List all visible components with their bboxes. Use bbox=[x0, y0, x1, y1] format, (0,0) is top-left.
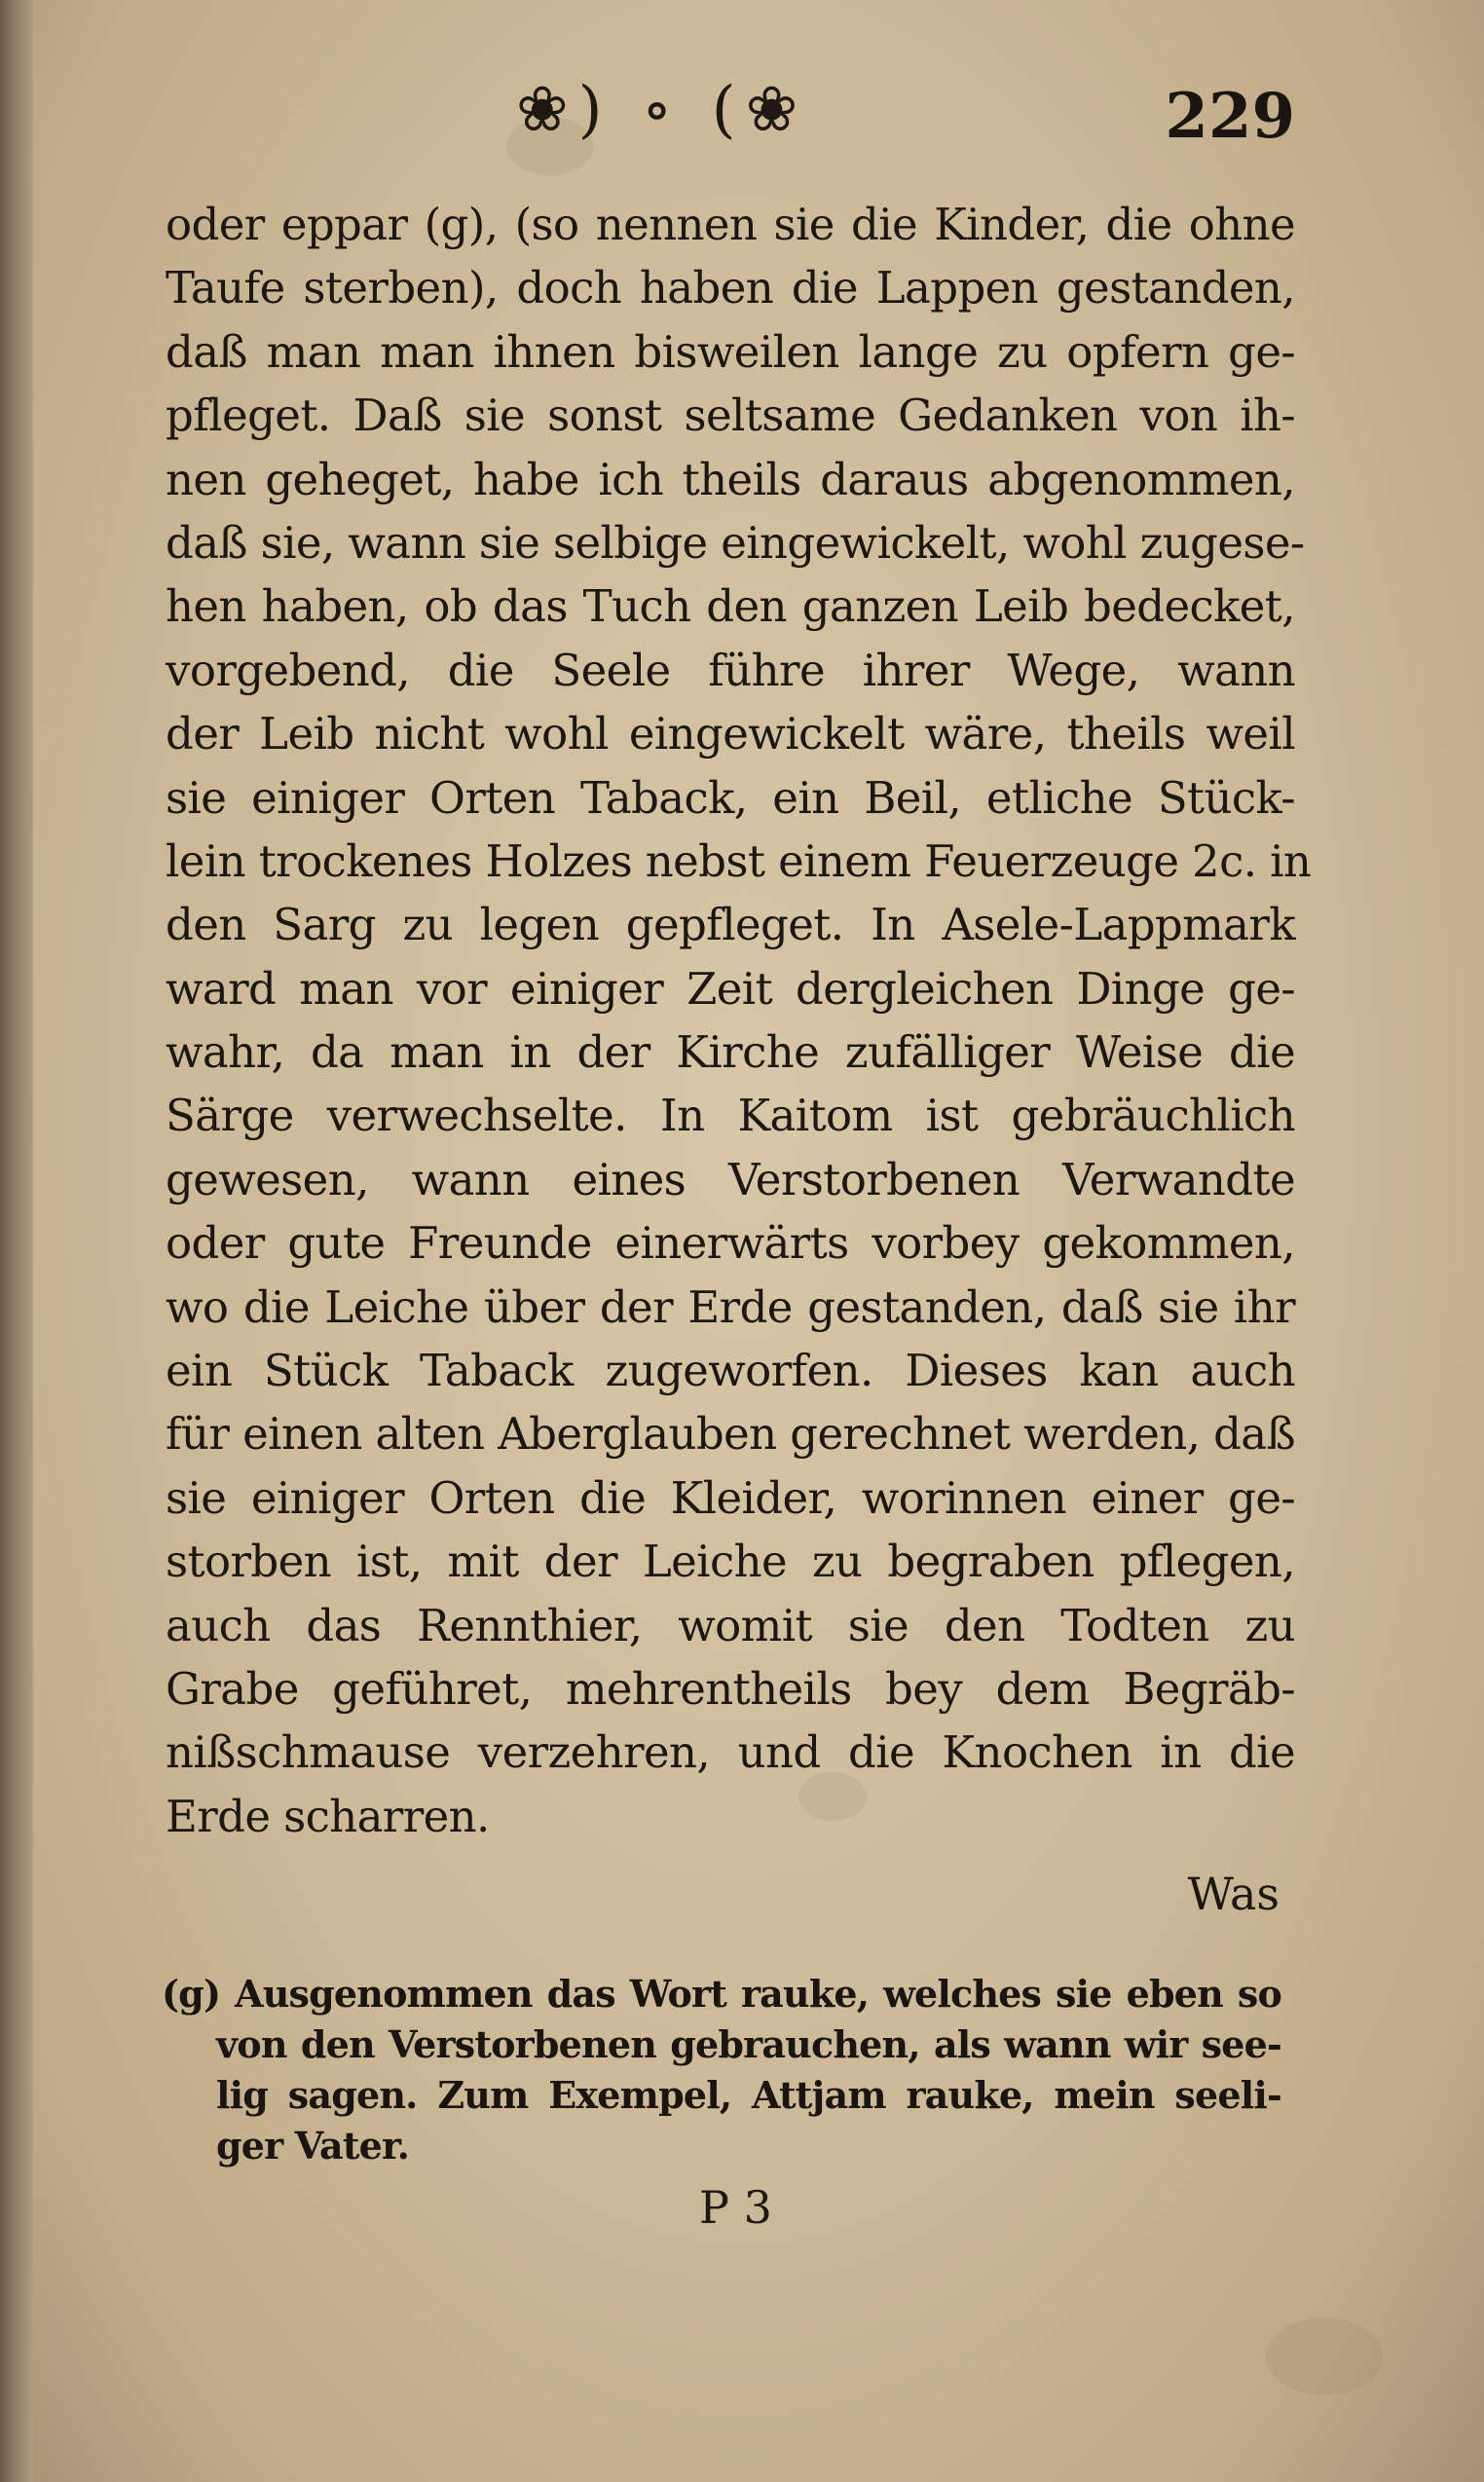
text-line: oder eppar (g), (so nennen sie die Kinder, die ohne bbox=[166, 199, 1295, 250]
text-line: lein trockenes Holzes nebst einem Feuerzeuge 2c. in bbox=[166, 834, 1312, 887]
text-line: wo die Leiche über der Erde gestanden, daß sie ihr bbox=[166, 1280, 1295, 1333]
text-line: nißschmause verzehren, und die Knochen in die bbox=[166, 1726, 1295, 1779]
footnote-line: (g) Ausgenommen das Wort rauke, welches sie eben so bbox=[162, 1972, 1281, 2016]
text-line: ward man vor einiger Zeit dergleichen Dinge ge- bbox=[166, 962, 1295, 1015]
running-head bbox=[166, 68, 1315, 175]
main-text-block bbox=[166, 193, 1312, 1848]
text-line: Erde scharren. bbox=[166, 1790, 490, 1842]
footnote-line: von den Verstorbenen gebrauchen, als wann wir see- bbox=[216, 2022, 1281, 2066]
text-line: der Leib nicht wohl eingewickelt wäre, theils weil bbox=[166, 708, 1295, 760]
text-line: den Sarg zu legen gepfleget. In Asele-Lappmark bbox=[166, 899, 1295, 951]
text-line: daß man man ihnen bisweilen lange zu opfern ge- bbox=[166, 325, 1295, 378]
signature-mark: P 3 bbox=[699, 2181, 772, 2234]
text-line: oder gute Freunde einerwärts vorbey gekommen, bbox=[166, 1217, 1295, 1270]
text-line: gewesen, wann eines Verstorbenen Verwandte bbox=[166, 1153, 1295, 1205]
page-number: 229 bbox=[1165, 80, 1295, 153]
text-line: pfleget. Daß sie sonst seltsame Gedanken von ih- bbox=[166, 389, 1295, 442]
text-line: für einen alten Aberglauben gerechnet werden, daß bbox=[166, 1408, 1295, 1461]
footnote-block bbox=[162, 1969, 1281, 2171]
text-line: Särge verwechselte. In Kaitom ist gebräuchlich bbox=[166, 1090, 1295, 1142]
text-line: hen haben, ob das Tuch den ganzen Leib bedecket, bbox=[166, 580, 1295, 633]
paper-stain bbox=[1266, 2317, 1383, 2395]
text-line: Taufe sterben), doch haben die Lappen gestanden, bbox=[166, 262, 1295, 315]
text-line: auch das Rennthier, womit sie den Todten zu bbox=[166, 1599, 1295, 1651]
text-line: storben ist, mit der Leiche zu begraben pflegen, bbox=[166, 1536, 1295, 1588]
footnote-line: ger Vater. bbox=[216, 2124, 410, 2167]
page-binding-edge bbox=[0, 0, 33, 2482]
text-line: daß sie, wann sie selbige eingewickelt, wohl zugese- bbox=[166, 516, 1305, 569]
text-line: ein Stück Taback zugeworfen. Dieses kan auch bbox=[166, 1345, 1295, 1397]
catchword: Was bbox=[1187, 1868, 1280, 1920]
text-line: wahr, da man in der Kirche zufälliger Weise die bbox=[166, 1026, 1295, 1079]
header-ornament: ❀) ∘ (❀ bbox=[516, 74, 808, 146]
text-line: sie einiger Orten die Kleider, worinnen einer ge- bbox=[166, 1471, 1295, 1524]
text-line: Grabe geführet, mehrentheils bey dem Begräb- bbox=[166, 1662, 1295, 1715]
text-line: vorgebend, die Seele führe ihrer Wege, wann bbox=[166, 644, 1295, 696]
footnote-line: lig sagen. Zum Exempel, Attjam rauke, mein seeli- bbox=[216, 2073, 1281, 2117]
text-line: nen geheget, habe ich theils daraus abgenommen, bbox=[166, 453, 1295, 505]
text-line: sie einiger Orten Taback, ein Beil, etliche Stück- bbox=[166, 771, 1295, 824]
